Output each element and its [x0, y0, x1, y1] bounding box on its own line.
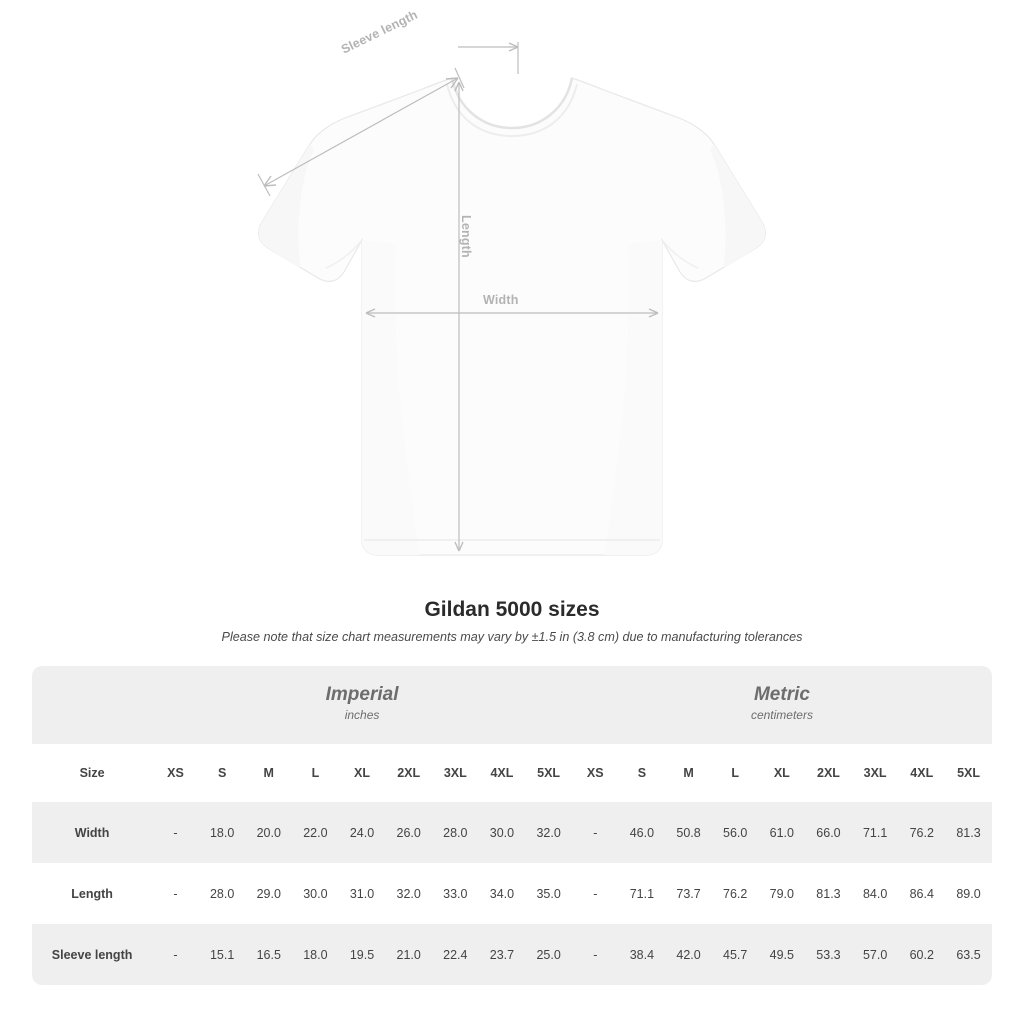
- cell-sleeve-imperial-s: 15.1: [199, 924, 246, 985]
- cell-length-imperial-5xl: 35.0: [525, 863, 572, 924]
- col-header-imperial-s: S: [199, 744, 246, 802]
- cell-length-metric-5xl: 89.0: [945, 863, 992, 924]
- cell-width-imperial-5xl: 32.0: [525, 802, 572, 863]
- row-label-length: Length: [32, 863, 152, 924]
- cell-width-metric-s: 46.0: [619, 802, 666, 863]
- imperial-unit-cell: [152, 666, 572, 744]
- tolerance-note: Please note that size chart measurements may vary by ±1.5 in (3.8 cm) due to manufacturing tolerances: [221, 630, 803, 644]
- col-header-imperial-l: L: [292, 744, 339, 802]
- metric-unit-cell: [572, 666, 992, 744]
- page-title: Gildan 5000 sizes: [424, 598, 600, 621]
- cell-sleeve-metric-3xl: 57.0: [852, 924, 899, 985]
- cell-sleeve-metric-5xl: 63.5: [945, 924, 992, 985]
- cell-length-metric-3xl: 84.0: [852, 863, 899, 924]
- row-label-width: Width: [32, 802, 152, 863]
- size-chart-table: [32, 666, 992, 985]
- cell-width-metric-3xl: 71.1: [852, 802, 899, 863]
- size-header-label: Size: [32, 744, 152, 802]
- cell-sleeve-metric-xl: 49.5: [759, 924, 806, 985]
- cell-width-metric-xs: -: [572, 802, 619, 863]
- cell-sleeve-imperial-m: 16.5: [245, 924, 292, 985]
- col-header-imperial-xl: XL: [339, 744, 386, 802]
- cell-width-imperial-3xl: 28.0: [432, 802, 479, 863]
- cell-length-imperial-s: 28.0: [199, 863, 246, 924]
- cell-sleeve-imperial-xl: 19.5: [339, 924, 386, 985]
- cell-length-metric-m: 73.7: [665, 863, 712, 924]
- cell-width-imperial-xs: -: [152, 802, 199, 863]
- cell-sleeve-metric-xs: -: [572, 924, 619, 985]
- cell-width-metric-xl: 61.0: [759, 802, 806, 863]
- tshirt-shape: [259, 78, 766, 555]
- cell-width-metric-4xl: 76.2: [898, 802, 945, 863]
- cell-width-imperial-4xl: 30.0: [479, 802, 526, 863]
- col-header-imperial-m: M: [245, 744, 292, 802]
- cell-width-imperial-s: 18.0: [199, 802, 246, 863]
- cell-width-imperial-2xl: 26.0: [385, 802, 432, 863]
- metric-title: Metric: [753, 684, 810, 706]
- cell-length-imperial-xs: -: [152, 863, 199, 924]
- col-header-imperial-5xl: 5XL: [525, 744, 572, 802]
- cell-sleeve-metric-l: 45.7: [712, 924, 759, 985]
- cell-sleeve-imperial-l: 18.0: [292, 924, 339, 985]
- col-header-metric-5xl: 5XL: [945, 744, 992, 802]
- cell-length-imperial-xl: 31.0: [339, 863, 386, 924]
- table-row: [32, 802, 992, 863]
- size-header-row: [32, 744, 992, 802]
- cell-length-metric-xl: 79.0: [759, 863, 806, 924]
- col-header-imperial-xs: XS: [152, 744, 199, 802]
- col-header-metric-xs: XS: [572, 744, 619, 802]
- cell-sleeve-metric-2xl: 53.3: [805, 924, 852, 985]
- cell-length-imperial-4xl: 34.0: [479, 863, 526, 924]
- cell-length-imperial-3xl: 33.0: [432, 863, 479, 924]
- cell-sleeve-metric-s: 38.4: [619, 924, 666, 985]
- col-header-metric-s: S: [619, 744, 666, 802]
- cell-length-metric-l: 76.2: [712, 863, 759, 924]
- cell-width-metric-2xl: 66.0: [805, 802, 852, 863]
- col-header-metric-l: L: [712, 744, 759, 802]
- col-header-metric-3xl: 3XL: [852, 744, 899, 802]
- cell-sleeve-imperial-3xl: 22.4: [432, 924, 479, 985]
- cell-length-imperial-l: 30.0: [292, 863, 339, 924]
- cell-length-imperial-m: 29.0: [245, 863, 292, 924]
- cell-width-imperial-l: 22.0: [292, 802, 339, 863]
- cell-sleeve-metric-m: 42.0: [665, 924, 712, 985]
- imperial-subtitle: inches: [344, 708, 380, 723]
- cell-length-metric-2xl: 81.3: [805, 863, 852, 924]
- cell-width-imperial-m: 20.0: [245, 802, 292, 863]
- size-chart-table-wrap: [32, 666, 992, 985]
- col-header-metric-2xl: 2XL: [805, 744, 852, 802]
- length-dimension-label: Length: [459, 215, 473, 258]
- sleeve-length-dimension-label: Sleeve length: [339, 7, 420, 57]
- imperial-title: Imperial: [325, 684, 399, 706]
- col-header-metric-4xl: 4XL: [898, 744, 945, 802]
- cell-sleeve-imperial-2xl: 21.0: [385, 924, 432, 985]
- cell-width-metric-5xl: 81.3: [945, 802, 992, 863]
- title-block: [0, 598, 1024, 644]
- unit-corner-cell: [32, 666, 152, 744]
- cell-sleeve-metric-4xl: 60.2: [898, 924, 945, 985]
- table-row: [32, 924, 992, 985]
- table-row: [32, 863, 992, 924]
- cell-width-imperial-xl: 24.0: [339, 802, 386, 863]
- col-header-metric-m: M: [665, 744, 712, 802]
- col-header-imperial-4xl: 4XL: [479, 744, 526, 802]
- row-label-sleeve-length: Sleeve length: [32, 924, 152, 985]
- unit-header-row: [32, 666, 992, 744]
- cell-length-metric-xs: -: [572, 863, 619, 924]
- cell-sleeve-imperial-xs: -: [152, 924, 199, 985]
- col-header-metric-xl: XL: [759, 744, 806, 802]
- cell-sleeve-imperial-4xl: 23.7: [479, 924, 526, 985]
- col-header-imperial-3xl: 3XL: [432, 744, 479, 802]
- cell-length-imperial-2xl: 32.0: [385, 863, 432, 924]
- cell-width-metric-l: 56.0: [712, 802, 759, 863]
- cell-sleeve-imperial-5xl: 25.0: [525, 924, 572, 985]
- cell-width-metric-m: 50.8: [665, 802, 712, 863]
- cell-length-metric-4xl: 86.4: [898, 863, 945, 924]
- cell-length-metric-s: 71.1: [619, 863, 666, 924]
- width-dimension-label: Width: [483, 293, 519, 307]
- metric-subtitle: centimeters: [750, 708, 813, 723]
- col-header-imperial-2xl: 2XL: [385, 744, 432, 802]
